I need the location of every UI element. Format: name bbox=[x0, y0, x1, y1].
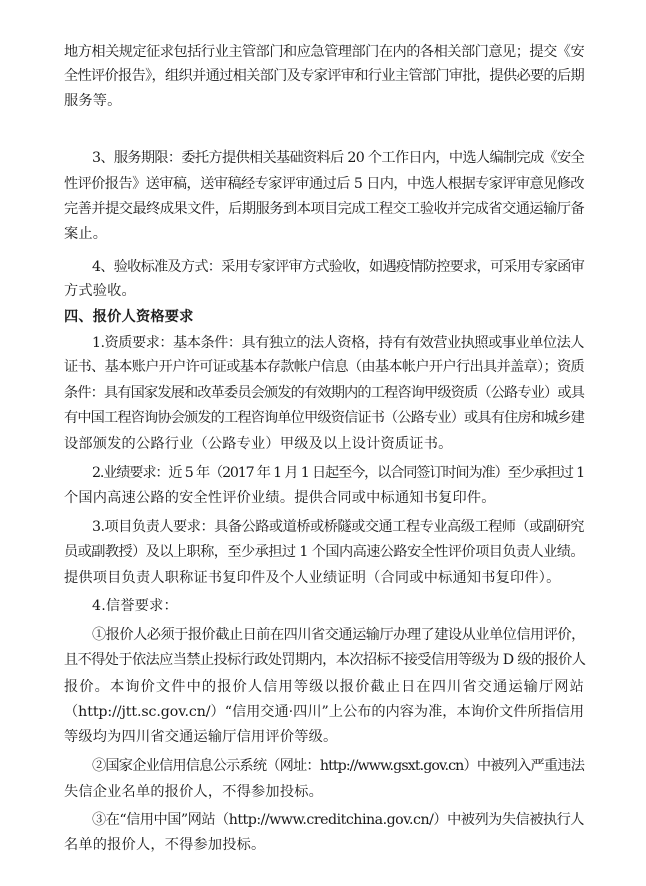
text-line: 2.业绩要求：近 5 年（2017 年 1 月 1 日起至今，以合同签订时间为准）至少承担过 1 bbox=[92, 465, 584, 481]
text-line: ②国家企业信用信息公示系统（网址：http://www.gsxt.gov.cn）中被列入严重违法 bbox=[92, 758, 584, 774]
text-line: （http://jtt.sc.gov.cn/）“信用交通·四川”上公布的内容为准，本询价文件所指信用 bbox=[64, 704, 584, 720]
text-line: 4、验收标准及方式：采用专家评审方式验收，如遇疫情防控要求，可采用专家函审 bbox=[92, 259, 584, 275]
text-line: 地方相关规定征求包括行业主管部门和应急管理部门在内的各相关部门意见；提交《安 bbox=[64, 44, 585, 60]
text-line: 性评价报告》送审稿，送审稿经专家评审通过后 5 日内，中选人根据专家评审意见修改 bbox=[64, 176, 584, 192]
text-line: 名单的报价人，不得参加投标。 bbox=[64, 837, 266, 853]
text-line: 设部颁发的公路行业（公路专业）甲级及以上设计资质证书。 bbox=[64, 436, 453, 452]
text-line: 员或副教授）及以上职称，至少承担过 1 个国内高速公路安全性评价项目负责人业绩。 bbox=[64, 544, 584, 560]
text-line: 3.项目负责人要求：具备公路或道桥或桥隧或交通工程专业高级工程师（或副研究 bbox=[92, 519, 584, 535]
text-line: 证书、基本账户开户许可证或基本存款帐户信息（由基本帐户开户行出具并盖章）；资质 bbox=[64, 359, 584, 375]
text-line: 1.资质要求：基本条件：具有独立的法人资格，持有有效营业执照或事业单位法人 bbox=[92, 335, 584, 351]
text-line: 服务等。 bbox=[64, 93, 122, 109]
text-line: 且不得处于依法应当禁止投标行政处罚期内，本次招标不接受信用等级为 D 级的报价人 bbox=[64, 652, 586, 668]
text-line: 3、服务期限：委托方提供相关基础资料后 20 个工作日内，中选人编制完成《安全 bbox=[92, 150, 584, 166]
text-line: 全性评价报告》，组织并通过相关部门及专家评审和行业主管部门审批，提供必要的后期 bbox=[64, 68, 584, 84]
text-line: 案止。 bbox=[64, 226, 108, 242]
text-line: 失信企业名单的报价人，不得参加投标。 bbox=[64, 784, 323, 800]
text-line: 等级均为四川省交通运输厅信用评价等级。 bbox=[64, 729, 338, 745]
text-line: 个国内高速公路的安全性评价业绩。提供合同或中标通知书复印件。 bbox=[64, 490, 496, 506]
text-line: 方式验收。 bbox=[64, 283, 136, 299]
text-line: ③在“信用中国”网站（http://www.creditchina.gov.cn/）中被列为失信被执行人 bbox=[92, 812, 584, 828]
section-heading: 四、报价人资格要求 bbox=[64, 309, 194, 325]
text-line: ①报价人必须于报价截止日前在四川省交通运输厅办理了建设从业单位信用评价， bbox=[92, 627, 585, 643]
text-line: 提供项目负责人职称证书复印件及个人业绩证明（合同或中标通知书复印件）。 bbox=[64, 570, 561, 586]
text-line: 条件：具有国家发展和改革委员会颁发的有效期内的工程咨询甲级资质（公路专业）或具 bbox=[64, 385, 584, 401]
text-line: 4.信誉要求： bbox=[92, 598, 178, 614]
text-line: 报价。本询价文件中的报价人信用等级以报价截止日在四川省交通运输厅网站 bbox=[64, 679, 584, 695]
text-line: 完善并提交最终成果文件，后期服务到本项目完成工程交工验收并完成省交通运输厅备 bbox=[64, 201, 585, 217]
text-line: 有中国工程咨询协会颁发的工程咨询单位甲级资信证书（公路专业）或具有住房和城乡建 bbox=[64, 410, 584, 426]
